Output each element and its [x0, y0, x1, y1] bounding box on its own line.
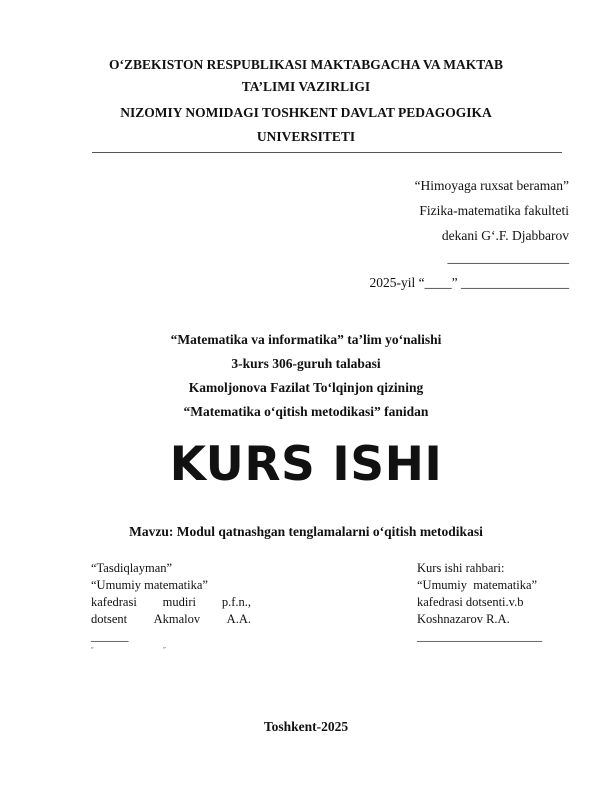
header-divider: [92, 152, 562, 153]
left-head-line: [91, 594, 251, 611]
left-department-name: “Umumiy matematika”: [91, 578, 208, 592]
left-head-word-3: p.f.n.,: [221, 595, 251, 609]
supervisor-block: [417, 560, 567, 645]
left-head-word-2: mudiri: [162, 595, 196, 609]
footer-city-year: Toshkent-2025: [263, 719, 349, 734]
approval-faculty: Fizika-matematika fakulteti: [419, 203, 569, 218]
left-date-quotes: “ ”: [91, 647, 200, 653]
approval-left-block: [91, 560, 251, 655]
topic-line: Mavzu: Modul qatnashgan tenglamalarni o‘qitish metodikasi: [129, 524, 483, 539]
left-signature-line: ______: [91, 629, 129, 643]
university-line-1: NIZOMIY NOMIDAGI TOSHKENT DAVLAT PEDAGOGIKA: [120, 105, 492, 120]
left-name-word-1: dotsent: [91, 612, 128, 626]
supervisor-signature-line: ____________________: [417, 629, 542, 643]
approval-signature-line: __________________: [447, 250, 569, 265]
ministry-line-2: TA’LIMI VAZIRLIGI: [241, 79, 371, 94]
supervisor-department: “Umumiy matematika”: [417, 578, 538, 592]
supervisor-heading: Kurs ishi rahbari:: [417, 561, 505, 575]
left-name-line: [91, 611, 251, 628]
program-line: “Matematika va informatika” ta’lim yo‘nalishi: [170, 332, 442, 347]
document-title: KURS ISHI: [169, 437, 443, 492]
group-line: 3-kurs 306-guruh talabasi: [231, 356, 381, 371]
left-head-word-1: kafedrasi: [91, 595, 137, 609]
left-name-word-3: A.A.: [226, 612, 251, 626]
left-name-word-2: Akmalov: [153, 612, 201, 626]
university-line-2: UNIVERSITETI: [256, 129, 356, 144]
ministry-line-1: O‘ZBEKISTON RESPUBLIKASI MAKTABGACHA VA MAKTAB: [108, 57, 504, 72]
approval-heading: “Himoyaga ruxsat beraman”: [414, 178, 569, 193]
supervisor-position: kafedrasi dotsenti.v.b: [417, 595, 524, 609]
subject-line: “Matematika o‘qitish metodikasi” fanidan: [183, 404, 429, 419]
approval-dean: dekani G‘.F. Djabbarov: [441, 228, 569, 243]
student-name-line: Kamoljonova Fazilat To‘lqinjon qizining: [188, 380, 424, 395]
approval-date-line: 2025-yil “____” ________________: [369, 275, 569, 290]
supervisor-name: Koshnazarov R.A.: [417, 612, 510, 626]
left-approve-heading: “Tasdiqlayman”: [91, 561, 173, 575]
